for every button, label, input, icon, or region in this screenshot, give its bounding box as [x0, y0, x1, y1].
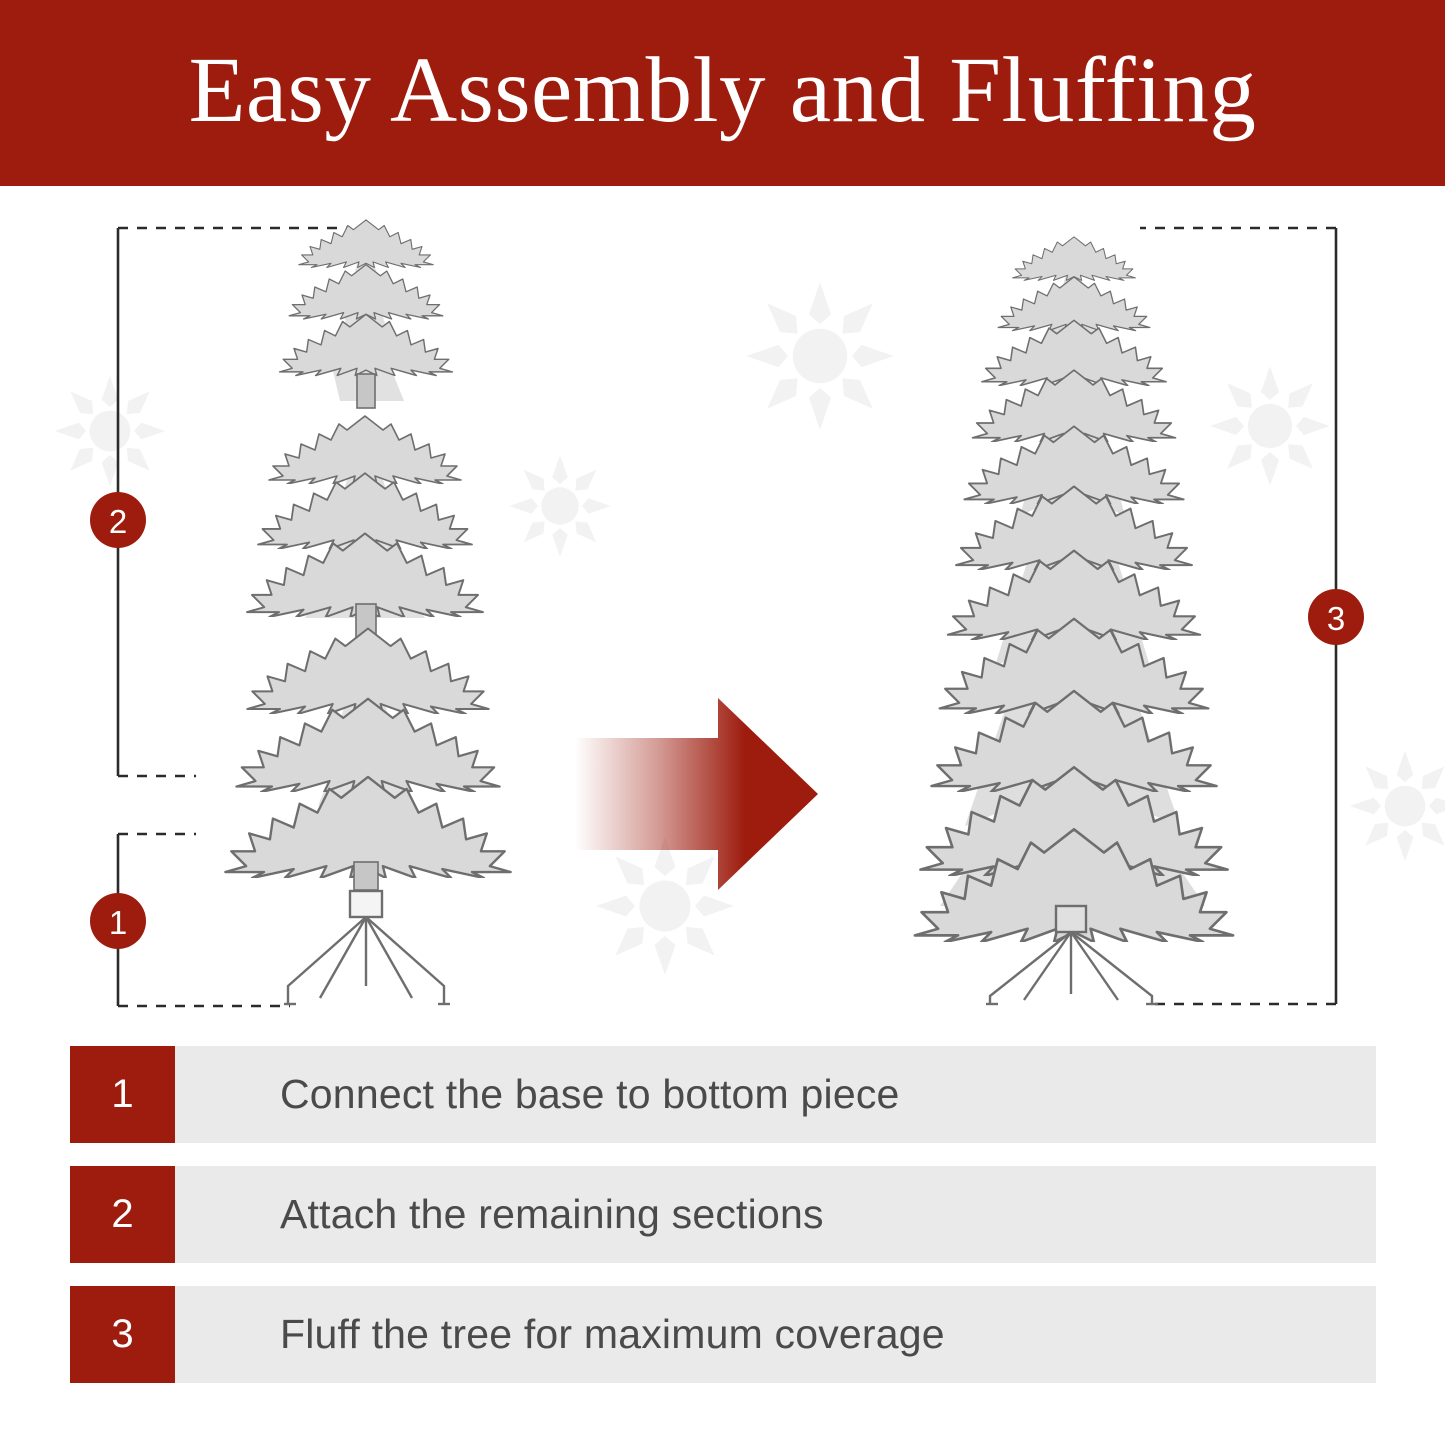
- marker-badge-3: [1308, 589, 1364, 645]
- marker-badge-1: [90, 893, 146, 949]
- step-number-badge: 2: [70, 1166, 175, 1263]
- right-arrow-icon: [575, 698, 818, 890]
- step-label: Attach the remaining sections: [280, 1191, 824, 1237]
- step-number-badge: 3: [70, 1286, 175, 1383]
- step-row: [70, 1166, 1376, 1263]
- step-number-badge: 1: [70, 1046, 175, 1143]
- step-text-container: [175, 1166, 1376, 1263]
- svg-text:1: 1: [108, 904, 128, 941]
- step-label: Fluff the tree for maximum coverage: [280, 1311, 945, 1357]
- tree-section-bottom: [225, 629, 510, 890]
- page-title: Easy Assembly and Fluffing: [188, 38, 1257, 142]
- disassembled-tree-illustration: [225, 220, 510, 1004]
- svg-text:2: 2: [108, 503, 128, 540]
- step-list: [70, 1046, 1376, 1406]
- tree-section-middle: [247, 416, 483, 638]
- header-banner: [0, 0, 1445, 186]
- tree-stand: [284, 891, 450, 1004]
- assembled-tree-illustration: [915, 237, 1233, 1004]
- step-text-container: [175, 1046, 1376, 1143]
- step-row: [70, 1286, 1376, 1383]
- step-row: [70, 1046, 1376, 1143]
- step-label: Connect the base to bottom piece: [280, 1071, 900, 1117]
- step-text-container: [175, 1286, 1376, 1383]
- svg-text:3: 3: [1326, 600, 1346, 637]
- assembly-diagram: [0, 186, 1445, 1046]
- tree-section-top: [280, 220, 453, 408]
- marker-badge-2: [90, 492, 146, 548]
